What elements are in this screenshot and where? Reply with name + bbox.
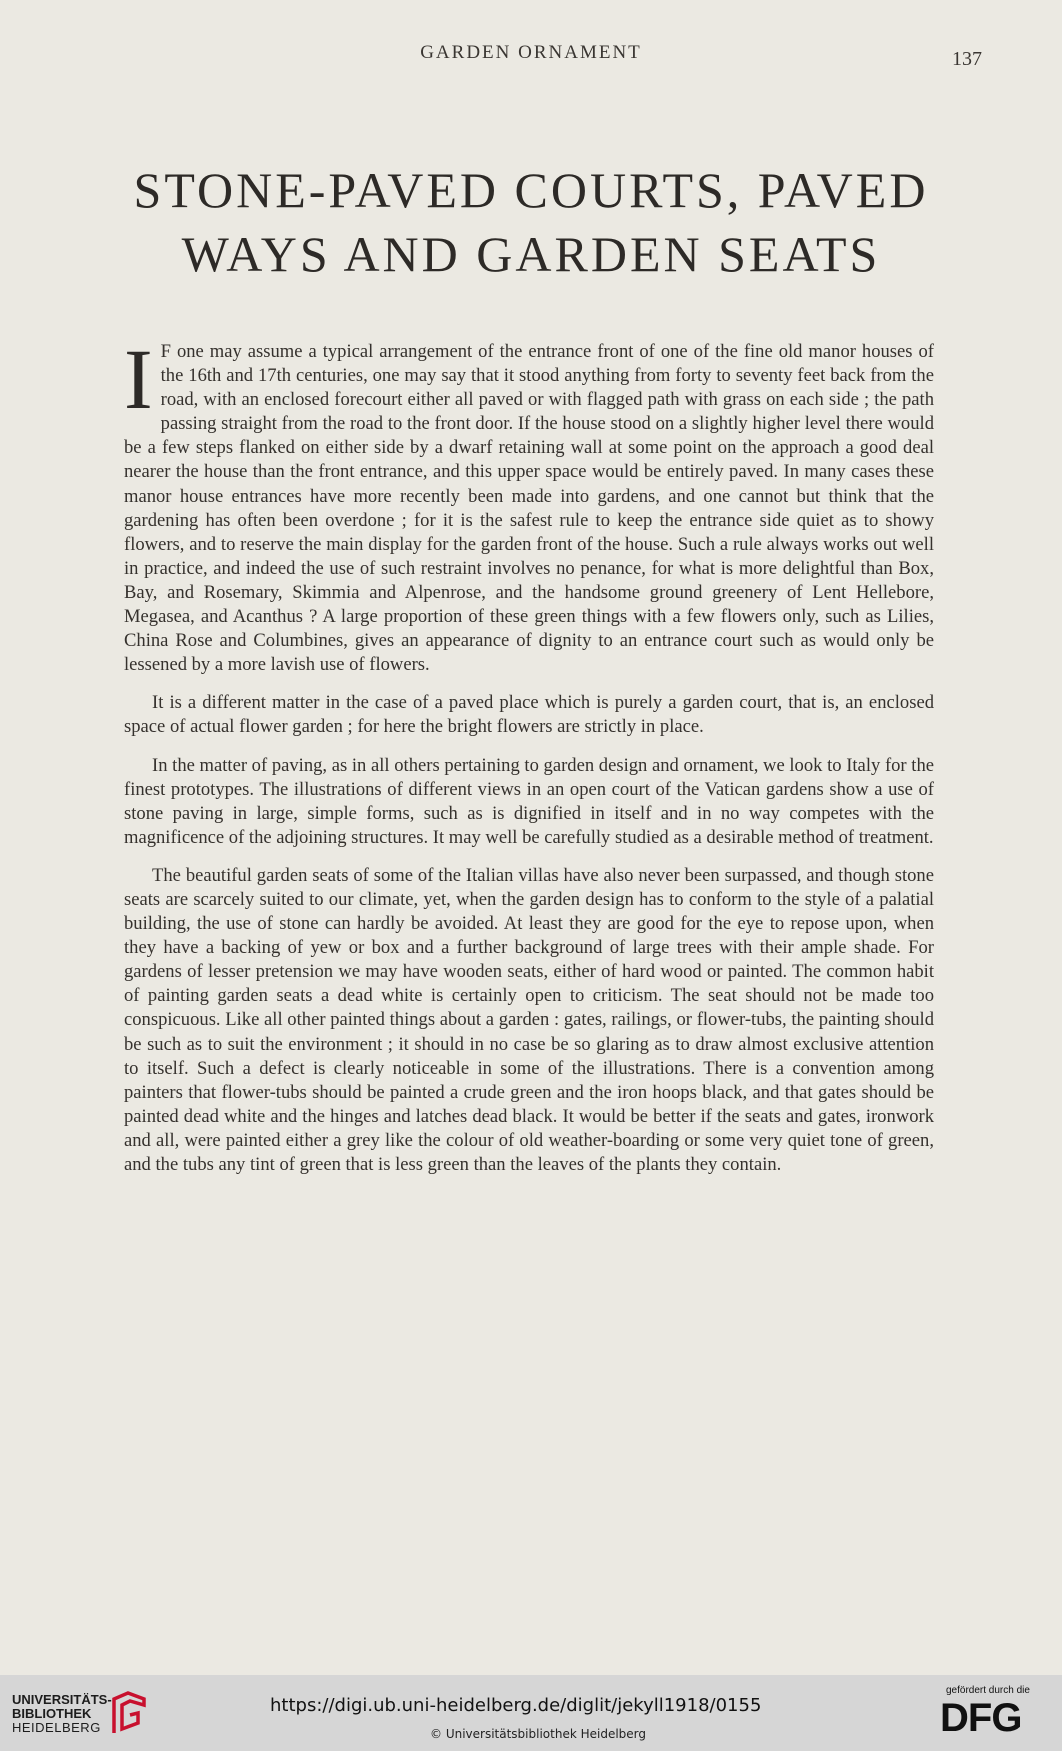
paragraph-2: It is a different matter in the case of a paved place which is purely a garden court, that is, an enclosed space of actual flower garden ; for here the bright flowers are strictly in place. bbox=[124, 692, 934, 738]
paragraph-3: In the matter of paving, as in all others pertaining to garden design and ornament, we look to Italy for the finest prototypes. The illustrations of different views in an open court of the Vatican gardens show a use of stone paving in large, simple forms, such as is dignified in itself and in no way competes with the magnificence of the adjoining structures. It may well be carefully studied as a desirable method of treatment. bbox=[124, 754, 934, 848]
funder-note: gefördert durch die bbox=[946, 1685, 1030, 1696]
library-logo-text[interactable] bbox=[12, 1693, 112, 1735]
copyright-notice: © Universitätsbibliothek Heidelberg bbox=[430, 1727, 647, 1741]
library-line-1: UNIVERSITÄTS- bbox=[12, 1692, 112, 1707]
drop-cap: I bbox=[124, 331, 153, 427]
title-line-1: STONE-PAVED COURTS, PAVED bbox=[133, 162, 929, 218]
page-number: 137 bbox=[952, 48, 982, 70]
article-title bbox=[40, 158, 1022, 286]
dfg-logo[interactable] bbox=[940, 1685, 1050, 1740]
paragraph-1 bbox=[124, 331, 934, 677]
library-line-2: BIBLIOTHEK bbox=[12, 1706, 92, 1721]
funder-logo-text: DFG bbox=[940, 1696, 1022, 1740]
library-line-3: HEIDELBERG bbox=[12, 1720, 101, 1735]
paragraph-1-text: F one may assume a typical arrangement of the entrance front of one of the fine old manor houses of the 16th and 17th centuries, one may say that it stood anything from forty to seventy feet back from the road, with an enclosed forecourt either all paved or with flagged path with grass on each side ; the path passing straight from the road to the front door. If the house stood on a slightly higher level there would be a few steps flanked on either side by a dwarf retaining wall at some point on the approach a good deal nearer the house than the front entrance, and this upper space would be entirely paved. In many cases these manor house entrances have more recently been made into gardens, and one cannot but think that the gardening has often been overdone ; for it is the safest rule to keep the entrance side quiet as to showy flowers, and to reserve the main display for the garden front of the house. Such a rule always works out well in practice, and indeed the use of such restraint involves no penance, for what is more delightful than Box, Bay, and Rosemary, Skimmia and Alpenrose, and the handsome ground greenery of Lent Hellebore, Megasea, and Acanthus ? A large proportion of these green things with a few flowers only, such as Lilies, China Rose and Columbines, gives an appearance of dignity to an entrance court such as would only be lessened by a more lavish use of flowers. bbox=[124, 341, 934, 676]
permalink-url[interactable]: https://digi.ub.uni-heidelberg.de/diglit/jekyll1918/0155 bbox=[270, 1695, 762, 1716]
library-logo-icon bbox=[108, 1689, 150, 1737]
viewer-footer bbox=[0, 1675, 1062, 1751]
article-body bbox=[124, 331, 934, 1191]
title-line-2: WAYS AND GARDEN SEATS bbox=[181, 226, 881, 282]
running-head: GARDEN ORNAMENT bbox=[420, 42, 642, 63]
paragraph-4: The beautiful garden seats of some of the Italian villas have also never been surpassed, and though stone seats are scarcely suited to our climate, yet, when the garden design has to conform to the style of a palatial building, the use of stone can hardly be avoided. At least they are good for the eye to repose upon, when they have a backing of yew or box and a further background of large trees with their ample shade. For gardens of lesser pretension we may have wooden seats, either of hard wood or painted. The common habit of painting garden seats a dead white is certainly open to criticism. The seat should not be made too conspicuous. Like all other painted things about a garden : gates, railings, or flower-tubs, the painting should be such as to suit the environment ; it should in no case be so glaring as to draw almost exclusive attention to itself. Such a defect is clearly noticeable in some of the illustrations. There is a convention among painters that flower-tubs should be painted a crude green and the iron hoops black, and that gates should be painted dead white and the hinges and latches dead black. It would be better if the seats and gates, ironwork and all, were painted either a grey like the colour of old weather-boarding or some very quiet tone of green, and the tubs any tint of green that is less green than the leaves of the plants they contain. bbox=[124, 864, 934, 1175]
